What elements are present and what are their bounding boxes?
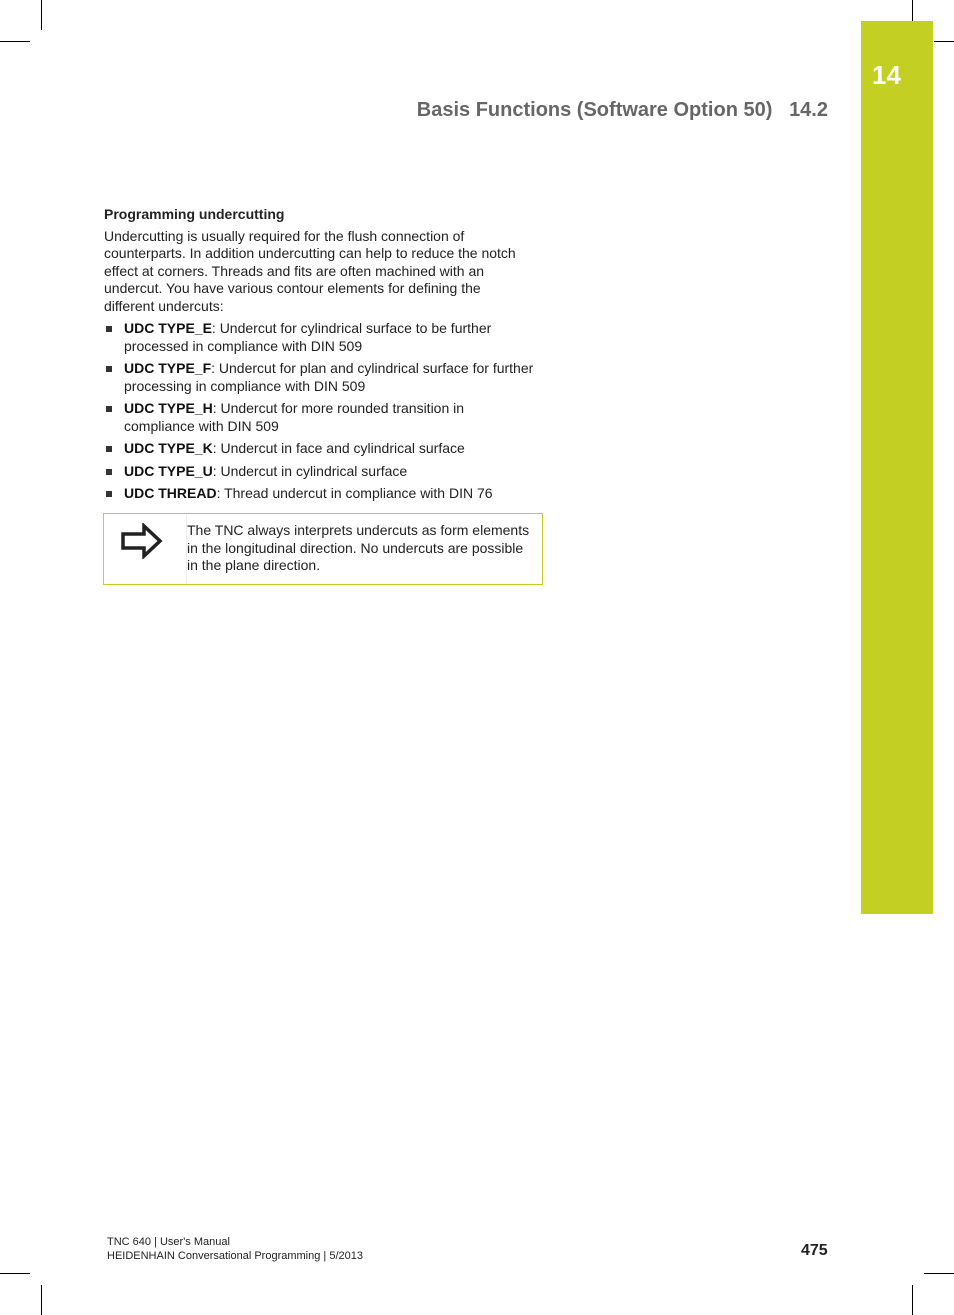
- arrow-right-icon: [120, 523, 164, 559]
- page-number: 475: [801, 1242, 828, 1259]
- chapter-number: 14: [872, 60, 901, 90]
- note-box: [103, 513, 543, 585]
- crop-mark: [41, 0, 42, 30]
- footer: [107, 1235, 363, 1263]
- list-item: UDC THREAD: Thread undercut in compliance with DIN 76: [104, 485, 534, 503]
- crop-mark: [912, 0, 913, 21]
- crop-mark: [934, 41, 954, 42]
- crop-mark: [0, 1273, 30, 1274]
- list-item: UDC TYPE_F: Undercut for plan and cylindrical surface for further processing in compliance with DIN 509: [104, 360, 534, 395]
- footer-line-1: TNC 640 | User's Manual: [107, 1236, 230, 1248]
- list-item: UDC TYPE_K: Undercut in face and cylindrical surface: [104, 440, 534, 458]
- chapter-tab: [861, 21, 933, 914]
- section-heading: Programming undercutting: [104, 206, 285, 222]
- crop-mark: [0, 41, 30, 42]
- crop-mark: [41, 1285, 42, 1315]
- intro-paragraph: Undercutting is usually required for the flush connection of counterparts. In addition undercutting can help to reduce the notch effect at corners. Threads and fits are often machined with an undercut. You have various contour elements for defining the different undercuts:: [104, 227, 516, 314]
- crop-mark: [924, 1273, 954, 1274]
- undercut-list: [104, 320, 534, 503]
- header-title: Basis Functions (Software Option 50): [416, 99, 773, 121]
- footer-line-2: HEIDENHAIN Conversational Programming | 5/2013: [107, 1250, 363, 1262]
- running-header: [417, 99, 828, 122]
- list-item: UDC TYPE_E: Undercut for cylindrical surface to be further processed in compliance with DIN 509: [104, 320, 534, 355]
- crop-mark: [912, 1285, 913, 1315]
- list-item: UDC TYPE_U: Undercut in cylindrical surface: [104, 463, 534, 481]
- list-item: UDC TYPE_H: Undercut for more rounded transition in compliance with DIN 509: [104, 400, 534, 435]
- note-text: The TNC always interprets undercuts as form elements in the longitudinal direction. No undercuts are possible in the plane direction.: [187, 522, 530, 573]
- header-section: 14.2: [789, 99, 828, 121]
- content: [104, 206, 534, 508]
